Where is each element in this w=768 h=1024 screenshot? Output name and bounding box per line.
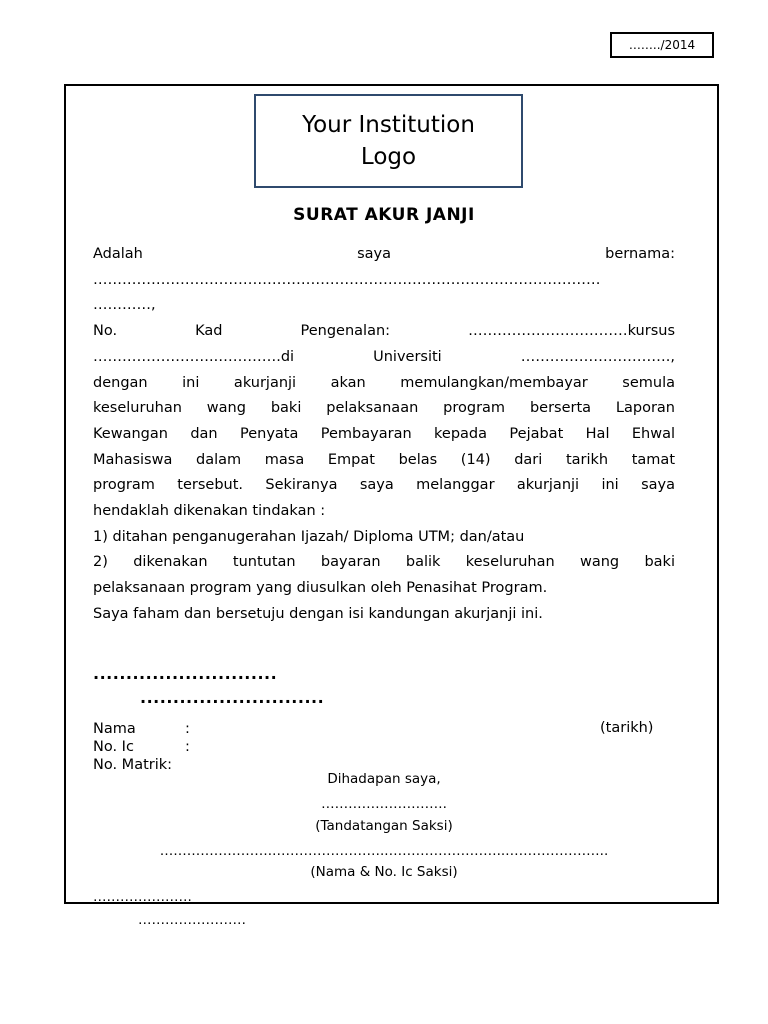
signature-dots-2: ............................ — [140, 688, 325, 707]
body-line: ……………………..………….di Universiti …………………………., — [93, 348, 675, 365]
tarikh-label: (tarikh) — [600, 720, 654, 736]
body-line: 2) dikenakan tuntutan bayaran balik keseluruhan wang baki — [93, 554, 675, 571]
signature-dots-1: ............................ — [93, 664, 278, 683]
institution-logo-placeholder — [254, 94, 523, 188]
witness-signature-caption: (Tandatangan Saksi) — [315, 818, 453, 834]
body-line: Adalah saya bernama: — [93, 246, 675, 262]
body-line: keseluruhan wang baki pelaksanaan program berserta Laporan — [93, 400, 675, 417]
bottom-dots-right: …………………… — [138, 912, 246, 928]
body-line: program tersebut. Sekiranya saya melanggar akurjanji ini saya — [93, 477, 675, 494]
body-line: dengan ini akurjanji akan memulangkan/membayar semula — [93, 374, 675, 391]
body-line: pelaksanaan program yang diusulkan oleh Penasihat Program. — [93, 580, 548, 597]
bottom-dots-left: …………………. — [93, 889, 192, 905]
witness-name-line: …………………….……………………..……………………..………………….. — [159, 843, 609, 859]
body-line: Mahasiswa dalam masa Empat belas (14) dari tarikh tamat — [93, 451, 675, 468]
logo-line-2: Logo — [360, 144, 417, 170]
body-line: No. Kad Pengenalan: ……………………………kursus — [93, 323, 675, 340]
ic-row — [93, 738, 190, 756]
reference-number: ……../2014 — [628, 38, 696, 52]
body-line: Saya faham dan bersetuju dengan isi kandungan akurjanji ini. — [93, 605, 543, 622]
witness-intro: Dihadapan saya, — [327, 771, 441, 787]
body-line: hendaklah dikenakan tindakan : — [93, 503, 326, 520]
declaration-body — [93, 242, 675, 628]
body-line: Kewangan dan Penyata Pembayaran kepada Pejabat Hal Ehwal — [93, 425, 675, 442]
body-line: …………, — [93, 297, 156, 314]
document-title: SURAT AKUR JANJI — [293, 205, 475, 225]
ic-colon: : — [185, 739, 190, 755]
nama-label: Nama — [93, 721, 136, 737]
logo-line-1: Your Institution — [302, 112, 475, 138]
witness-name-caption: (Nama & No. Ic Saksi) — [310, 864, 458, 880]
nama-colon: : — [185, 721, 190, 737]
witness-signature-line: ………………………. — [321, 796, 447, 812]
matrik-label: No. Matrik: — [93, 757, 173, 773]
body-line: 1) ditahan penganugerahan Ijazah/ Diploma UTM; dan/atau — [93, 528, 525, 545]
ic-label: No. Ic — [93, 739, 134, 755]
body-line: …………………………………………………………………………………………… — [93, 271, 601, 288]
nama-row — [93, 720, 190, 738]
reference-number-box — [610, 32, 714, 58]
